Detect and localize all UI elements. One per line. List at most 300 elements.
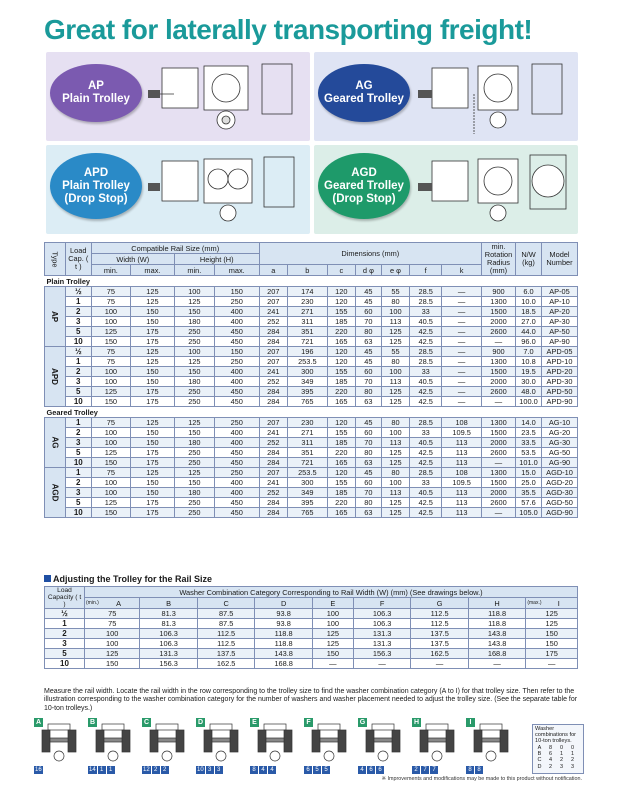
badge-apd-code: APD [83, 166, 109, 179]
washer-drawing-c [142, 718, 188, 774]
washer-row [45, 619, 578, 629]
washer-cell: 112.5 [411, 619, 468, 629]
spec-cell: 40.5 [410, 377, 442, 387]
washer-cell: 112.5 [197, 639, 254, 649]
badge-ag [318, 64, 410, 122]
spec-cell: 165 [327, 458, 355, 468]
spec-cell: 241 [259, 367, 287, 377]
spec-cell: 400 [214, 428, 259, 438]
page-headline: Great for laterally transporting freight! [44, 14, 533, 45]
spec-cell: 207 [259, 468, 287, 478]
washer-count: 10 [197, 767, 204, 773]
washer-cell: ½ [45, 609, 85, 619]
spec-cell: 311 [287, 438, 327, 448]
washer-box-value: D [537, 763, 542, 770]
washer-cell: 87.5 [197, 609, 254, 619]
spec-cell: 207 [259, 297, 287, 307]
spec-cell: 400 [214, 307, 259, 317]
spec-cell: 300 [287, 478, 327, 488]
spec-cell: 75 [91, 287, 130, 297]
spec-cell: 721 [287, 458, 327, 468]
spec-row-apd [45, 367, 578, 377]
spec-cell: 30.0 [516, 377, 542, 387]
drawing-letter: C [143, 719, 150, 726]
washer-box-value: 0 [570, 745, 575, 751]
washer-count: 3 [215, 766, 223, 774]
spec-cell: — [442, 327, 482, 337]
spec-cell: 120 [327, 297, 355, 307]
spec-cell: 150 [130, 367, 174, 377]
spec-cell: 3 [65, 438, 91, 448]
washer-box-value: 2 [548, 763, 553, 770]
spec-row-ap [45, 307, 578, 317]
spec-cell: 2600 [482, 387, 516, 397]
trolley-washer-icon [36, 720, 82, 766]
washer-col-e: E [312, 598, 353, 609]
spec-cell: 5 [65, 387, 91, 397]
washer-cell: 75 [85, 619, 140, 629]
spec-cell: 220 [327, 448, 355, 458]
washer-row [45, 649, 578, 659]
washer-cell: 150 [526, 639, 578, 649]
spec-cell: 207 [259, 287, 287, 297]
spec-cell: 220 [327, 498, 355, 508]
spec-cell: 45 [356, 418, 382, 428]
spec-cell: 284 [259, 458, 287, 468]
spec-cell: 42.5 [410, 448, 442, 458]
spec-cell: AP-50 [542, 327, 578, 337]
spec-row-agd [45, 508, 578, 518]
spec-row-apd [45, 377, 578, 387]
spec-cell: 70 [356, 377, 382, 387]
spec-cell: 165 [327, 397, 355, 407]
spec-row-apd [45, 347, 578, 357]
washer-box-value: C [537, 757, 542, 764]
spec-cell: 271 [287, 428, 327, 438]
spec-cell: 721 [287, 337, 327, 347]
spec-cell: 28.5 [410, 297, 442, 307]
spec-cell: 125 [174, 468, 214, 478]
washer-cell: 81.3 [140, 609, 197, 619]
spec-cell: 63 [356, 397, 382, 407]
spec-cell: 252 [259, 488, 287, 498]
spec-cell: 10 [65, 337, 91, 347]
spec-cell: 60 [356, 367, 382, 377]
spec-cell: 125 [130, 418, 174, 428]
spec-cell: 113 [381, 488, 409, 498]
spec-cell: 100 [91, 488, 130, 498]
spec-cell: 250 [174, 508, 214, 518]
washer-cell: 5 [45, 649, 85, 659]
spec-row-ag [45, 418, 578, 428]
spec-cell: 75 [91, 468, 130, 478]
spec-cell: 100 [91, 428, 130, 438]
spec-cell: — [442, 347, 482, 357]
spec-table [44, 242, 578, 518]
spec-cell: 125 [174, 357, 214, 367]
spec-cell: 174 [287, 287, 327, 297]
spec-cell: 175 [130, 387, 174, 397]
spec-cell: 100 [91, 438, 130, 448]
spec-cell: 40.5 [410, 317, 442, 327]
washer-count: 7 [421, 766, 429, 774]
spec-row-ap [45, 287, 578, 297]
spec-cell: 125 [130, 347, 174, 357]
spec-cell: 311 [287, 317, 327, 327]
trolley-washer-icon [414, 720, 460, 766]
spec-cell: — [442, 287, 482, 297]
spec-cell: 10.0 [516, 297, 542, 307]
spec-cell: 180 [174, 377, 214, 387]
spec-cell: 42.5 [410, 327, 442, 337]
spec-cell: 2 [65, 307, 91, 317]
spec-cell: AGD-50 [542, 498, 578, 508]
spec-cell: 155 [327, 478, 355, 488]
washer-box-col3 [557, 745, 566, 770]
washer-row [45, 609, 578, 619]
washer-count: 14 [89, 767, 96, 773]
washer-drawing-h [412, 718, 458, 774]
spec-cell: — [442, 297, 482, 307]
spec-cell: 349 [287, 488, 327, 498]
spec-cell: 300 [287, 367, 327, 377]
spec-row-apd [45, 387, 578, 397]
spec-cell: 28.5 [410, 287, 442, 297]
spec-cell: 271 [287, 307, 327, 317]
washer-box-title: Washer combinations for 10-ton trolleys. [535, 726, 577, 744]
washer-box-value: B [537, 751, 542, 758]
spec-cell: 3 [65, 377, 91, 387]
spec-cell: 10.8 [516, 357, 542, 367]
washer-cell: 156.3 [353, 649, 410, 659]
spec-cell: 150 [130, 478, 174, 488]
spec-cell: 120 [327, 357, 355, 367]
th-f: f [410, 265, 442, 276]
spec-cell: APD-30 [542, 377, 578, 387]
washer-count: 6 [367, 766, 375, 774]
washer-cell: 137.5 [197, 649, 254, 659]
washer-cell: 143.8 [255, 649, 312, 659]
spec-cell: 284 [259, 387, 287, 397]
spec-cell: 150 [91, 508, 130, 518]
spec-cell: 10 [65, 458, 91, 468]
spec-cell: 185 [327, 438, 355, 448]
spec-cell: AP-05 [542, 287, 578, 297]
spec-cell: 113 [442, 488, 482, 498]
washer-cell: 156.3 [140, 659, 197, 669]
washer-count: 4 [259, 766, 267, 774]
spec-cell: 125 [381, 337, 409, 347]
spec-cell: 18.5 [516, 307, 542, 317]
spec-cell: 1 [65, 468, 91, 478]
spec-cell: 230 [287, 297, 327, 307]
spec-cell: 150 [130, 317, 174, 327]
washer-box-value: 1 [570, 751, 575, 758]
spec-cell: 220 [327, 327, 355, 337]
spec-cell: 185 [327, 488, 355, 498]
spec-cell: 2 [65, 478, 91, 488]
spec-cell: — [442, 307, 482, 317]
spec-cell: 150 [91, 337, 130, 347]
th-b: b [287, 265, 327, 276]
th-washer-header: Washer Combination Category Corresponding to Rail Width (W) (mm) (See drawings below.) [85, 587, 578, 598]
spec-cell: — [482, 337, 516, 347]
th-height-min: min. [174, 265, 214, 276]
spec-cell: AG-10 [542, 418, 578, 428]
spec-cell: 48.0 [516, 387, 542, 397]
spec-cell: APD-50 [542, 387, 578, 397]
spec-cell: 125 [381, 397, 409, 407]
spec-cell: 75 [91, 357, 130, 367]
spec-cell: 40.5 [410, 438, 442, 448]
drawing-letter: A [35, 719, 42, 726]
washer-cell: 125 [312, 639, 353, 649]
drawing-letter: D [197, 719, 204, 726]
spec-cell: 185 [327, 377, 355, 387]
section-plain-trolley: Plain Trolley [45, 276, 578, 287]
spec-cell: 100 [381, 428, 409, 438]
washer-cell: 112.5 [411, 609, 468, 619]
th-height-max: max. [214, 265, 259, 276]
spec-cell: 185 [327, 317, 355, 327]
spec-row-agd [45, 478, 578, 488]
washer-cell: 118.8 [468, 619, 525, 629]
spec-cell: 175 [130, 498, 174, 508]
spec-cell: 70 [356, 317, 382, 327]
washer-col-i: (max.) I [526, 598, 578, 609]
washer-col-f: F [353, 598, 410, 609]
spec-cell: 5 [65, 448, 91, 458]
spec-cell: 113 [381, 438, 409, 448]
drawing-letter: F [304, 718, 313, 727]
spec-cell: 28.5 [410, 418, 442, 428]
spec-cell: 150 [130, 377, 174, 387]
spec-cell: 113 [442, 498, 482, 508]
spec-cell: 450 [214, 337, 259, 347]
spec-cell: 2600 [482, 498, 516, 508]
washer-box-10t [532, 724, 584, 774]
spec-cell: — [442, 337, 482, 347]
th-width: Width (W) [91, 254, 174, 265]
spec-cell: 3 [65, 317, 91, 327]
spec-cell: 25.0 [516, 478, 542, 488]
spec-row-ap [45, 327, 578, 337]
spec-cell: 250 [174, 448, 214, 458]
washer-box-value: 0 [559, 745, 564, 751]
washer-box-value: 1 [559, 751, 564, 758]
drawing-letter: G [359, 719, 366, 726]
spec-cell: 250 [174, 387, 214, 397]
spec-row-agd [45, 488, 578, 498]
spec-cell: 400 [214, 377, 259, 387]
spec-cell: 15.0 [516, 468, 542, 478]
spec-cell: 63 [356, 337, 382, 347]
badge-ag-name: Geared Trolley [324, 93, 404, 105]
washer-cell: 1 [45, 619, 85, 629]
spec-cell: 70 [356, 438, 382, 448]
spec-cell: 55 [381, 347, 409, 357]
spec-cell: 400 [214, 488, 259, 498]
spec-cell: 1300 [482, 418, 516, 428]
washer-count: 8 [250, 766, 258, 774]
type-label: AG [45, 418, 66, 468]
spec-cell: 125 [174, 418, 214, 428]
spec-cell: 6.0 [516, 287, 542, 297]
spec-cell: 150 [214, 287, 259, 297]
spec-cell: 125 [91, 327, 130, 337]
spec-cell: 2000 [482, 488, 516, 498]
spec-cell: AGD-10 [542, 468, 578, 478]
washer-count: 4 [268, 766, 276, 774]
spec-cell: 35.5 [516, 488, 542, 498]
washer-row [45, 629, 578, 639]
spec-cell: 125 [381, 327, 409, 337]
spec-cell: 125 [381, 498, 409, 508]
washer-cell: 125 [312, 629, 353, 639]
type-label: APD [45, 347, 66, 407]
spec-cell: — [442, 357, 482, 367]
washer-row [45, 639, 578, 649]
washer-cell: 131.3 [353, 639, 410, 649]
th-radius: min. Rotation Radius (mm) [482, 243, 516, 276]
washer-drawing-e [250, 718, 296, 774]
spec-cell: 1300 [482, 357, 516, 367]
instruction-note: Measure the rail width. Locate the rail width in the row corresponding to the trolley size to find the washer combination category (A to I) for that trolley size. Then refer to the illustration corresponding to the washer combination category for the number of washers and washer placement needed to adjust the trolley size. (See the separate table for 10-ton trolleys.) [44, 688, 578, 712]
spec-cell: 155 [327, 367, 355, 377]
spec-cell: 250 [214, 468, 259, 478]
washer-cell: 137.5 [411, 629, 468, 639]
washer-cell: 100 [312, 609, 353, 619]
spec-cell: AG-30 [542, 438, 578, 448]
spec-cell: 900 [482, 287, 516, 297]
spec-cell: — [442, 367, 482, 377]
spec-cell: 450 [214, 448, 259, 458]
spec-row-ag [45, 438, 578, 448]
spec-cell: — [482, 397, 516, 407]
spec-cell: 150 [91, 458, 130, 468]
badge-apd-name: Plain Trolley [62, 179, 130, 192]
spec-cell: 3 [65, 488, 91, 498]
spec-cell: 63 [356, 458, 382, 468]
trolley-washer-icon [306, 720, 352, 766]
spec-cell: 175 [130, 397, 174, 407]
spec-cell: 113 [442, 458, 482, 468]
washer-count: 12 [143, 767, 150, 773]
spec-cell: 196 [287, 347, 327, 357]
th-c: c [327, 265, 355, 276]
spec-cell: 207 [259, 418, 287, 428]
spec-cell: 42.5 [410, 337, 442, 347]
spec-cell: 2000 [482, 377, 516, 387]
spec-cell: 250 [214, 418, 259, 428]
spec-cell: 150 [174, 428, 214, 438]
spec-cell: 150 [174, 367, 214, 377]
type-label: AP [45, 287, 66, 347]
washer-box-value: A [537, 745, 542, 751]
spec-cell: — [482, 458, 516, 468]
spec-cell: 252 [259, 377, 287, 387]
washer-cell: 150 [526, 629, 578, 639]
spec-row-agd [45, 498, 578, 508]
spec-cell: 207 [259, 347, 287, 357]
spec-cell: 60 [356, 478, 382, 488]
spec-cell: APD-20 [542, 367, 578, 377]
panel-ag [312, 50, 580, 143]
trolley-washer-icon [360, 720, 406, 766]
badge-agd-extra: (Drop Stop) [332, 192, 396, 205]
spec-cell: 175 [130, 508, 174, 518]
washer-cell: — [411, 659, 468, 669]
spec-cell: 14.0 [516, 418, 542, 428]
th-nw: N/W (kg) [516, 243, 542, 276]
badge-agd-name: Geared Trolley [324, 179, 404, 192]
spec-cell: 100 [381, 478, 409, 488]
spec-cell: 120 [327, 347, 355, 357]
panel-ap [44, 50, 312, 143]
washer-box-value: 6 [548, 751, 553, 758]
spec-cell: 241 [259, 428, 287, 438]
washer-cell: 125 [85, 649, 140, 659]
spec-cell: 42.5 [410, 498, 442, 508]
spec-cell: 42.5 [410, 397, 442, 407]
spec-cell: 450 [214, 498, 259, 508]
spec-cell: 252 [259, 317, 287, 327]
washer-count: 2 [161, 766, 169, 774]
spec-cell: 120 [327, 418, 355, 428]
spec-cell: 150 [91, 397, 130, 407]
spec-cell: 33 [410, 478, 442, 488]
spec-cell: 284 [259, 448, 287, 458]
spec-cell: 175 [130, 458, 174, 468]
spec-cell: 165 [327, 337, 355, 347]
washer-cell: 125 [526, 609, 578, 619]
spec-cell: 450 [214, 508, 259, 518]
spec-cell: 165 [327, 508, 355, 518]
spec-cell: 80 [356, 327, 382, 337]
spec-cell: AP-10 [542, 297, 578, 307]
spec-cell: 33 [410, 428, 442, 438]
washer-section-title: Adjusting the Trolley for the Rail Size [44, 574, 212, 584]
trolley-drawing-ap [144, 54, 308, 140]
spec-cell: ½ [65, 347, 91, 357]
spec-cell: 150 [174, 478, 214, 488]
spec-cell: 175 [130, 327, 174, 337]
spec-cell: 113 [442, 508, 482, 518]
spec-cell: 349 [287, 377, 327, 387]
washer-cell: 118.8 [468, 609, 525, 619]
spec-cell: 400 [214, 438, 259, 448]
washer-cell: 2 [45, 629, 85, 639]
spec-cell: 400 [214, 317, 259, 327]
spec-cell: APD-10 [542, 357, 578, 367]
spec-cell: 10 [65, 508, 91, 518]
spec-cell: 80 [381, 297, 409, 307]
washer-drawing-a [34, 718, 80, 774]
spec-cell: 250 [174, 327, 214, 337]
washer-col-a: (min.) A [85, 598, 140, 609]
spec-cell: 1 [65, 297, 91, 307]
spec-cell: 220 [327, 387, 355, 397]
spec-cell: — [482, 508, 516, 518]
spec-cell: 230 [287, 418, 327, 428]
spec-cell: 113 [381, 377, 409, 387]
spec-cell: 351 [287, 327, 327, 337]
spec-cell: 55 [381, 287, 409, 297]
washer-cell: 106.3 [140, 629, 197, 639]
spec-cell: 125 [130, 468, 174, 478]
spec-row-ap [45, 317, 578, 327]
spec-cell: 125 [91, 498, 130, 508]
